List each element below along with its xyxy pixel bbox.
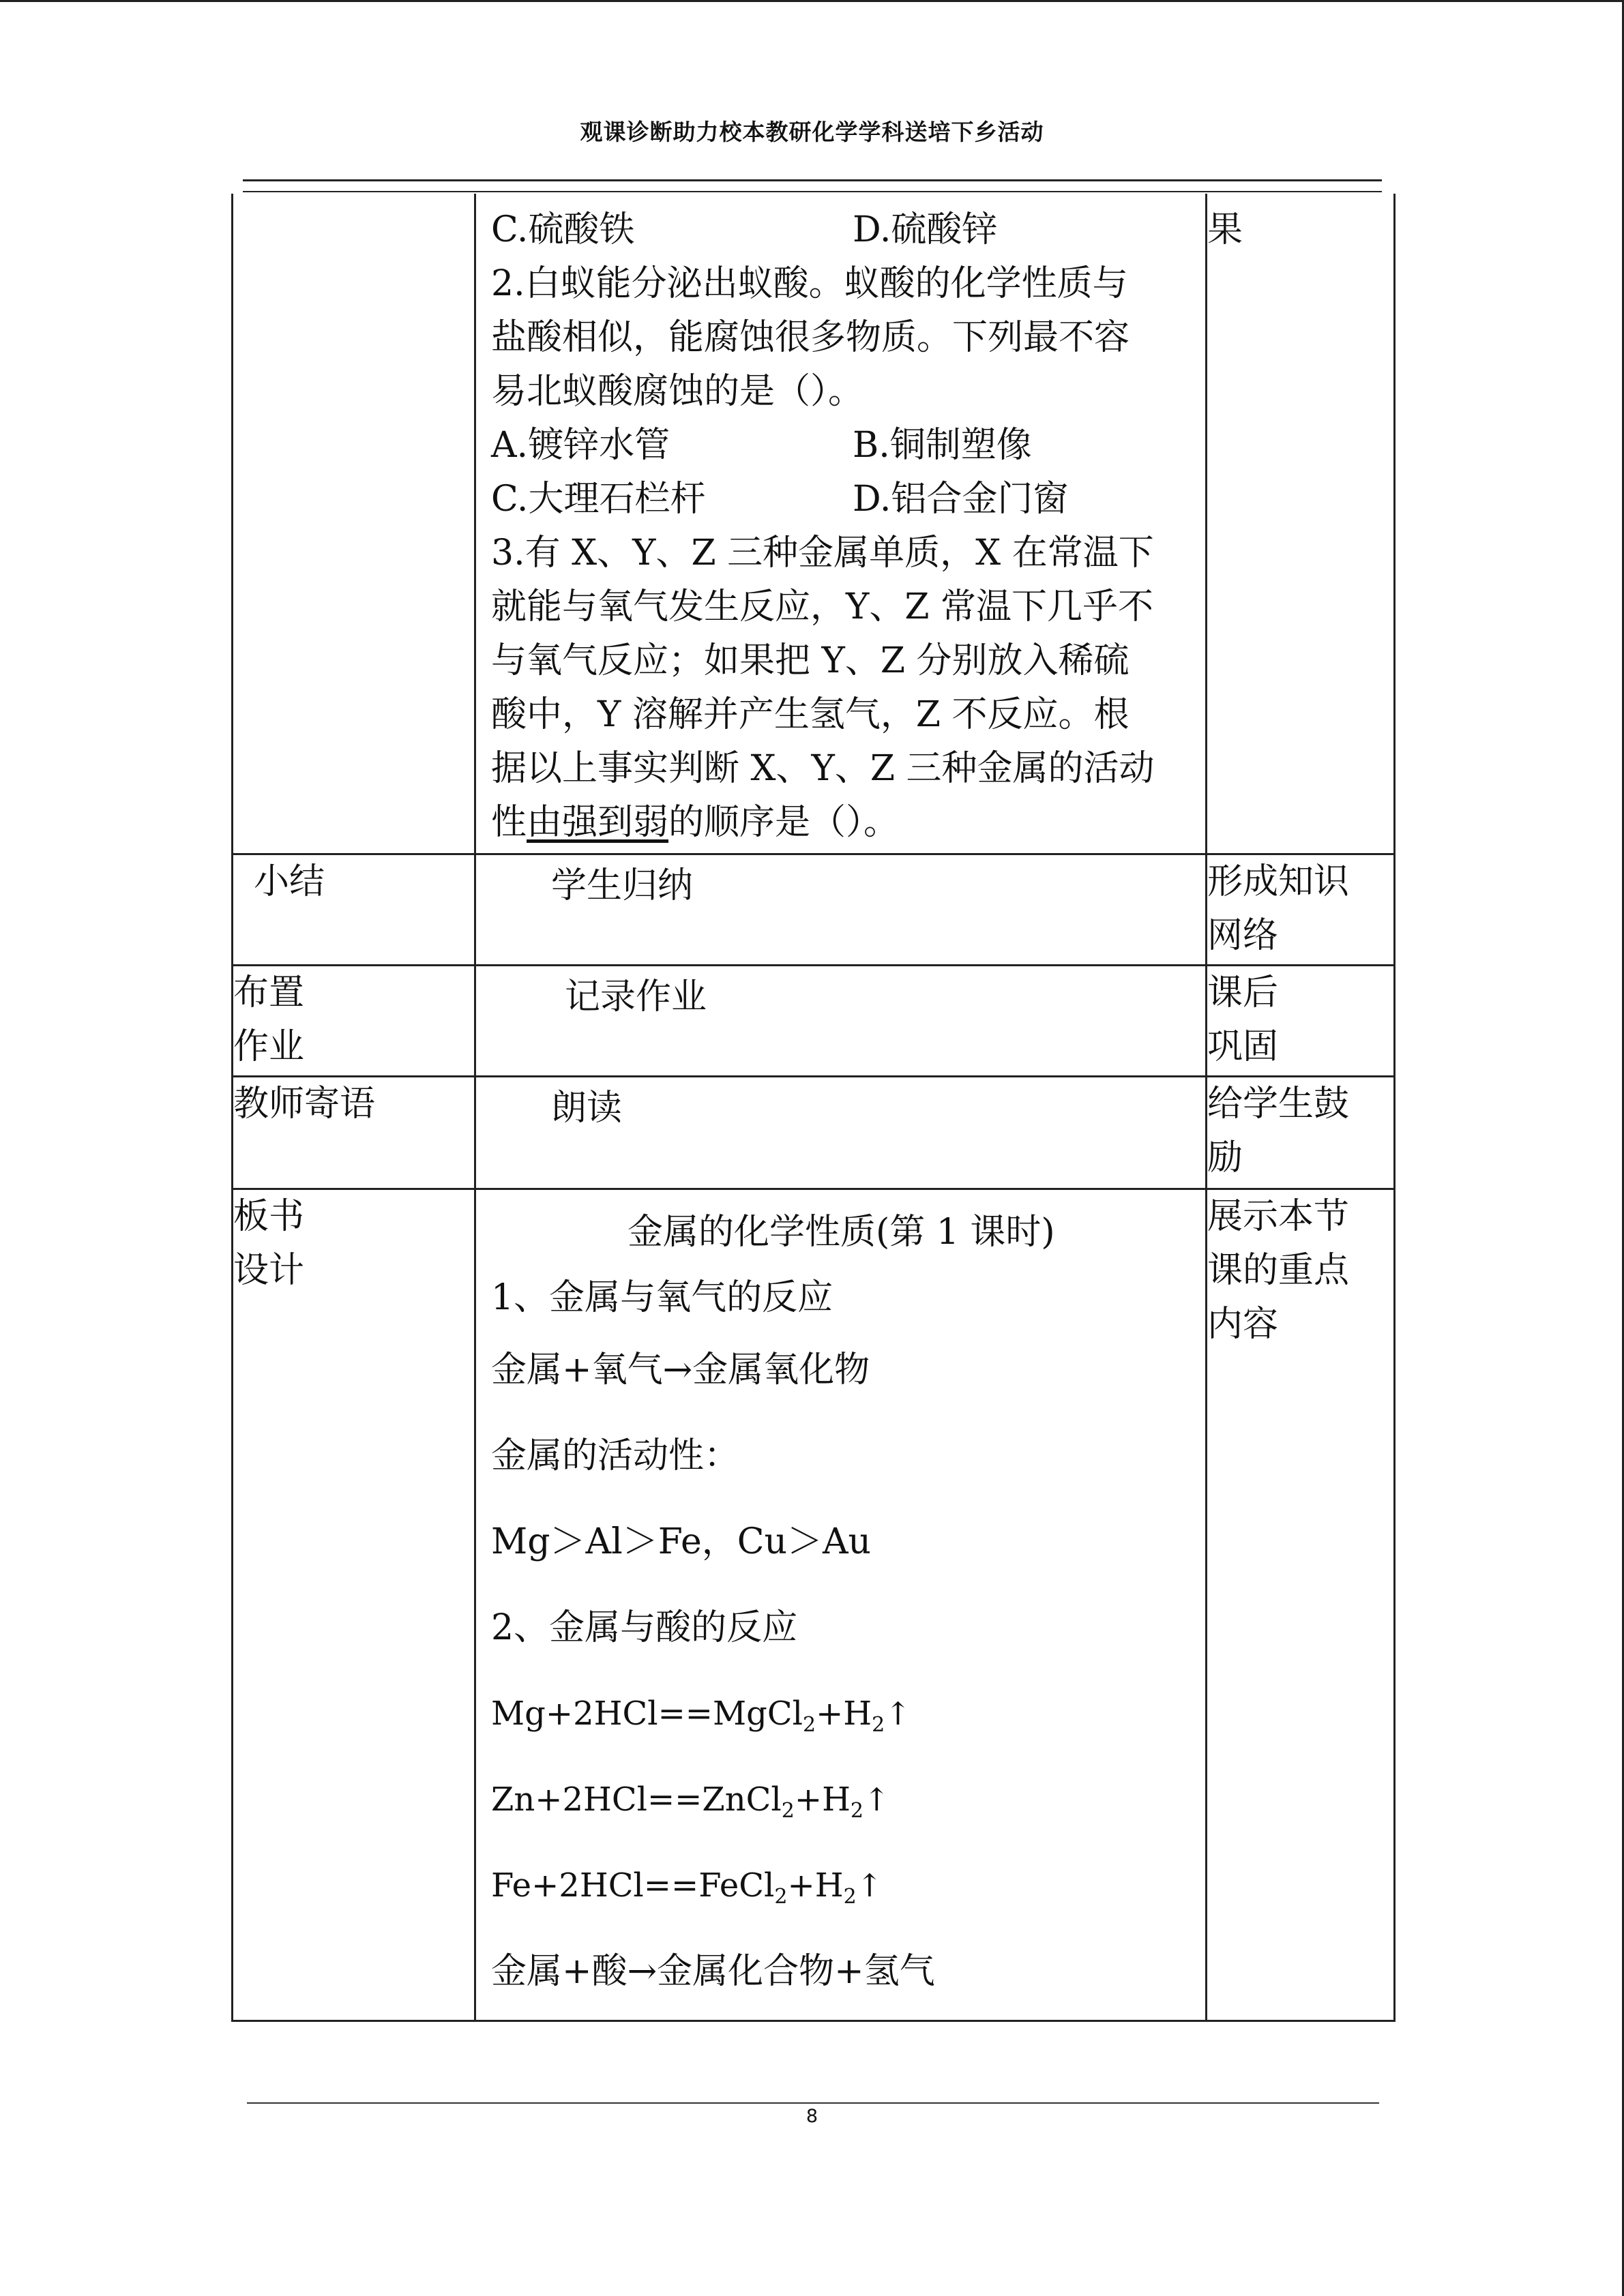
homework-purpose-cell (1207, 966, 1395, 1077)
subscript-2: 2 (774, 1885, 788, 1909)
teacher-message-purpose-line-1: 给学生鼓 (1207, 1084, 1350, 1124)
subscript-2: 2 (843, 1885, 857, 1909)
exercise-label-cell (233, 194, 475, 854)
homework-purpose-line-2: 巩固 (1207, 1026, 1279, 1067)
teacher-message-label: 教师寄语 (233, 1084, 376, 1124)
board-activity-order: Mg＞Al＞Fe，Cu＞Au (491, 1521, 872, 1562)
summary-activity-cell (475, 854, 1207, 966)
q3-stem-line-5: 据以上事实判断 X、Y、Z 三种金属的活动 (491, 748, 1155, 789)
equation-mg-reactants: Mg+2HCl==MgCl (491, 1695, 803, 1733)
teacher-message-purpose-cell (1207, 1077, 1395, 1189)
q2-options-cd (491, 473, 1196, 526)
board-section-2: 2、金属与酸的反应 (491, 1607, 798, 1648)
board-purpose-line-3: 内容 (1207, 1304, 1279, 1345)
q2-stem-line-3: 易北蚁酸腐蚀的是（）。 (491, 371, 864, 412)
board-section-2-rule: 金属+酸→金属化合物+氢气 (491, 1951, 935, 1992)
equation-fe-reactants: Fe+2HCl==FeCl (491, 1866, 775, 1905)
summary-purpose-line-1: 形成知识 (1207, 861, 1350, 902)
board-design-row (233, 1189, 1395, 2021)
q2-option-b: B.铜制塑像 (853, 425, 1032, 466)
board-purpose-cell (1207, 1189, 1395, 2021)
teacher-message-label-cell (233, 1077, 475, 1189)
exercise-purpose-cell (1207, 194, 1395, 854)
exercise-row (233, 194, 1395, 854)
homework-purpose-line-1: 课后 (1207, 972, 1279, 1013)
board-label-cell (233, 1189, 475, 2021)
summary-label-cell (233, 854, 475, 966)
teacher-message-row (233, 1077, 1395, 1189)
q2-option-c: C.大理石栏杆 (491, 479, 706, 520)
board-purpose-line-1: 展示本节 (1207, 1196, 1350, 1237)
homework-label-line-1: 布置 (233, 972, 305, 1013)
gas-arrow-icon: ↑ (863, 1781, 890, 1818)
equation-mg-h: +H (816, 1695, 872, 1733)
board-section-1: 1、金属与氧气的反应 (491, 1277, 833, 1318)
page-header-title: 观课诊断助力校本教研化学学科送培下乡活动 (580, 119, 1044, 145)
q3-stem-line-3: 与氧气反应；如果把 Y、Z 分别放入稀硫 (491, 640, 1130, 681)
equation-zn-h: +H (794, 1780, 851, 1819)
q2-options-ab (491, 419, 1196, 473)
header-rule (243, 179, 1382, 181)
exercise-purpose: 果 (1207, 209, 1243, 250)
summary-label: 小结 (254, 861, 325, 902)
q3-stem-line-1: 3.有 X、Y、Z 三种金属单质，X 在常温下 (491, 533, 1154, 573)
q1-option-c: C.硫酸铁 (491, 209, 635, 250)
homework-activity-cell (475, 966, 1207, 1077)
homework-label-line-2: 作业 (233, 1026, 305, 1067)
summary-purpose-cell (1207, 854, 1395, 966)
exercise-content-cell (475, 194, 1207, 854)
homework-label-cell (233, 966, 475, 1077)
subscript-2: 2 (781, 1799, 795, 1823)
equation-zn-reactants: Zn+2HCl==ZnCl (491, 1780, 782, 1819)
subscript-2: 2 (872, 1713, 885, 1737)
summary-purpose-line-2: 网络 (1207, 915, 1279, 956)
footer-rule (247, 2102, 1379, 2104)
q3-last-post: 的顺序是（）。 (668, 802, 900, 843)
q1-option-d: D.硫酸锌 (853, 209, 998, 250)
board-equation-mg (491, 1681, 1205, 1746)
equation-fe-h: +H (787, 1866, 844, 1905)
summary-activity: 学生归纳 (551, 865, 694, 906)
q1-options-cd (491, 203, 1196, 257)
page-number: 8 (806, 2106, 818, 2127)
board-equation-zn (491, 1767, 1205, 1832)
gas-arrow-icon: ↑ (885, 1695, 911, 1732)
q3-stem-line-2: 就能与氧气发生反应，Y、Z 常温下几乎不 (491, 586, 1153, 627)
subscript-2: 2 (802, 1713, 816, 1737)
q3-stem-line-4: 酸中，Y 溶解并产生氢气，Z 不反应。根 (491, 694, 1130, 735)
teacher-message-activity-cell (475, 1077, 1207, 1189)
board-equation-fe (491, 1853, 1205, 1918)
board-title: 金属的化学性质(第 1 课时) (628, 1212, 1055, 1253)
board-label-line-2: 设计 (233, 1250, 305, 1291)
teacher-message-activity: 朗读 (551, 1088, 623, 1129)
board-label-line-1: 板书 (233, 1196, 305, 1237)
q3-underlined-phrase: 由强到弱 (527, 802, 669, 843)
board-purpose-line-2: 课的重点 (1207, 1250, 1350, 1291)
q3-stem-line-6 (491, 796, 1196, 850)
teacher-message-purpose-line-2: 励 (1207, 1137, 1243, 1178)
q2-stem-line-2: 盐酸相似，能腐蚀很多物质。下列最不容 (491, 317, 1130, 358)
q2-stem-line-1: 2.白蚁能分泌出蚁酸。蚁酸的化学性质与 (491, 263, 1128, 304)
q2-option-d: D.铝合金门窗 (853, 479, 1069, 520)
q3-last-pre: 性 (491, 802, 527, 843)
homework-activity: 记录作业 (565, 976, 707, 1017)
header-rule-double (243, 191, 1382, 192)
homework-row (233, 966, 1395, 1077)
subscript-2: 2 (850, 1799, 864, 1823)
q2-option-a: A.镀锌水管 (491, 425, 670, 466)
board-activity-label: 金属的活动性： (491, 1435, 740, 1476)
lesson-plan-table (231, 194, 1396, 2022)
summary-row (233, 854, 1395, 966)
board-section-1-rule: 金属+氧气→金属氧化物 (491, 1350, 870, 1390)
gas-arrow-icon: ↑ (856, 1867, 883, 1904)
board-content-cell (475, 1189, 1207, 2021)
